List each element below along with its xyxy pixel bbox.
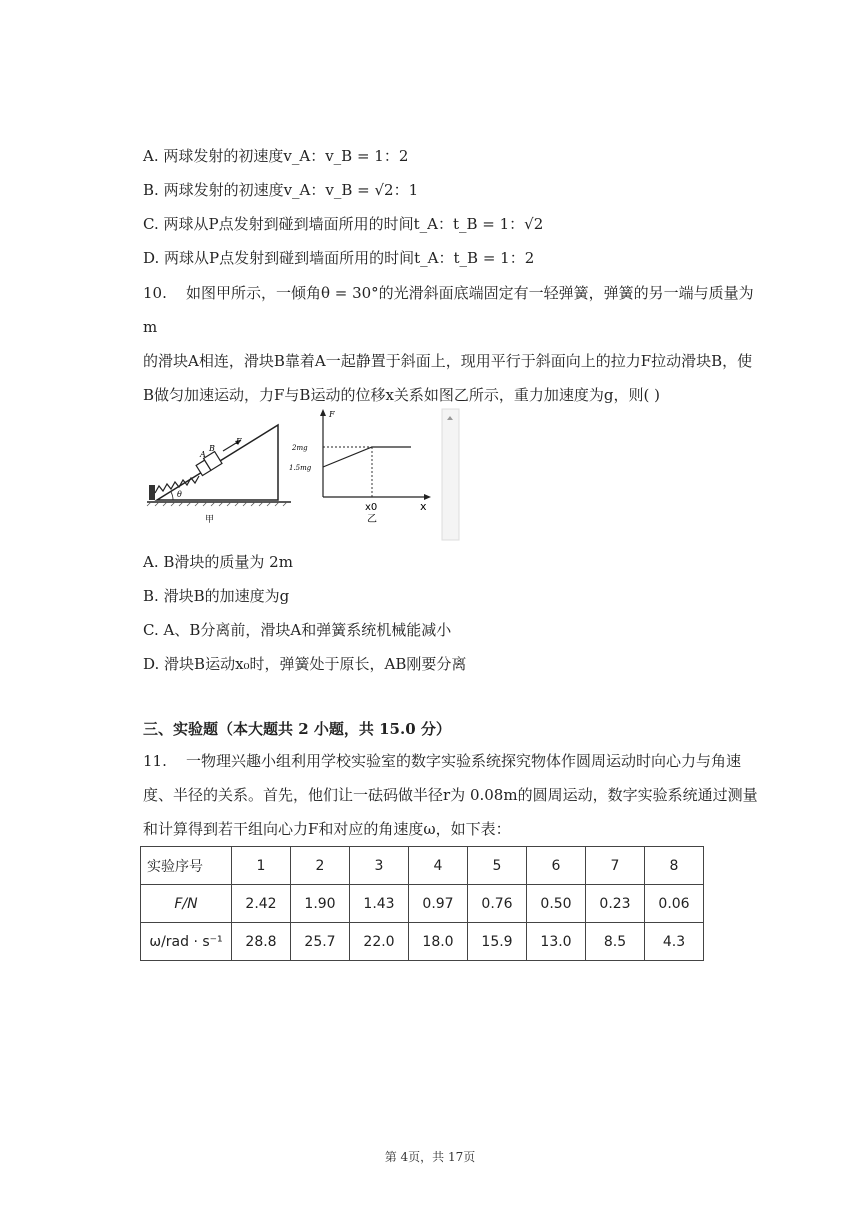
table-row2-label: ω/rad · s⁻¹ (141, 923, 232, 961)
table-cell: 25.7 (291, 923, 350, 961)
q10-stem-line2: 的滑块A相连，滑块B靠着A一起静置于斜面上，现用平行于斜面向上的拉力F拉动滑块B，使 (143, 352, 753, 370)
label-b: B (209, 444, 215, 453)
table-row1-label: F/N (141, 885, 232, 923)
q10-option-b: B. 滑块B的加速度为g (143, 587, 290, 605)
table-cell: 0.97 (409, 885, 468, 923)
q11-stem-line3: 和计算得到若干组向心力F和对应的角速度ω，如下表： (143, 820, 511, 838)
page-footer: 第 4页，共 17页 (384, 1150, 476, 1164)
table-cell: 1.43 (350, 885, 409, 923)
y-arrowhead (320, 409, 326, 416)
q10-option-a: A. B滑块的质量为 2m (143, 553, 293, 571)
table-cell: 0.50 (527, 885, 586, 923)
q9-option-b: B. 两球发射的初速度v_A：v_B = √2：1 (143, 181, 419, 199)
table-cell: 8 (645, 847, 704, 885)
table-cell: 0.23 (586, 885, 645, 923)
q11-stem-line1: 11. 一物理兴趣小组利用学校实验室的数字实验系统探究物体作圆周运动时向心力与角速 (143, 752, 741, 770)
graph-label-x: x (420, 500, 427, 513)
table-cell: 2 (291, 847, 350, 885)
table-cell: 7 (586, 847, 645, 885)
graph-label-f: F (329, 410, 335, 419)
table-cell: 8.5 (586, 923, 645, 961)
label-theta: θ (177, 490, 182, 499)
table-row (141, 923, 704, 961)
table-cell: 4 (409, 847, 468, 885)
label-f-force: F (236, 437, 242, 446)
caption-right: 乙 (367, 514, 377, 525)
figure-scrollbar (442, 409, 459, 540)
caption-left: 甲 (205, 515, 215, 525)
q10-figure (143, 405, 463, 545)
graph-label-15mg: 1.5mg (289, 464, 312, 472)
q9-option-c: C. 两球从P点发射到碰到墙面所用的时间t_A：t_B = 1：√2 (143, 215, 544, 233)
q10-stem (143, 276, 763, 412)
table-cell: 22.0 (350, 923, 409, 961)
wall-block (149, 485, 155, 500)
data-table (140, 846, 704, 961)
table-row (141, 847, 704, 885)
table-cell: 5 (468, 847, 527, 885)
table-cell: 4.3 (645, 923, 704, 961)
table-cell: 1.90 (291, 885, 350, 923)
q10-stem-line3: B做匀加速运动，力F与B运动的位移x关系如图乙所示，重力加速度为g，则( ) (143, 386, 660, 404)
table-header-label: 实验序号 (141, 847, 232, 885)
table-cell: 28.8 (232, 923, 291, 961)
graph-label-2mg: 2mg (292, 444, 308, 452)
table-cell: 2.42 (232, 885, 291, 923)
q9-option-a: A. 两球发射的初速度v_A：v_B = 1：2 (143, 147, 409, 165)
table-cell: 1 (232, 847, 291, 885)
table-cell: 13.0 (527, 923, 586, 961)
section3-title: 三、实验题（本大题共 2 小题，共 15.0 分） (143, 720, 451, 738)
q10-stem-line1: 10. 如图甲所示，一倾角θ = 30°的光滑斜面底端固定有一轻弹簧，弹簧的另一端与质量为m (143, 284, 754, 336)
label-a: A (200, 450, 206, 459)
graph-label-x0: x0 (365, 502, 378, 513)
table-row (141, 885, 704, 923)
table-cell: 6 (527, 847, 586, 885)
q11-stem-line2: 度、半径的关系。首先，他们让一砝码做半径r为 0.08m的圆周运动，数字实验系统通过测量 (143, 786, 758, 804)
table-cell: 18.0 (409, 923, 468, 961)
table-cell: 0.76 (468, 885, 527, 923)
q10-option-d: D. 滑块B运动x₀时，弹簧处于原长，AB刚要分离 (143, 655, 467, 673)
q9-option-d: D. 两球从P点发射到碰到墙面所用的时间t_A：t_B = 1：2 (143, 249, 535, 267)
q11-stem (143, 744, 763, 846)
figure-svg (143, 405, 463, 545)
q10-option-c: C. A、B分离前，滑块A和弹簧系统机械能减小 (143, 621, 452, 639)
table-cell: 15.9 (468, 923, 527, 961)
table-cell: 0.06 (645, 885, 704, 923)
angle-arc (171, 492, 173, 500)
table-cell: 3 (350, 847, 409, 885)
f-x-line (323, 447, 411, 467)
